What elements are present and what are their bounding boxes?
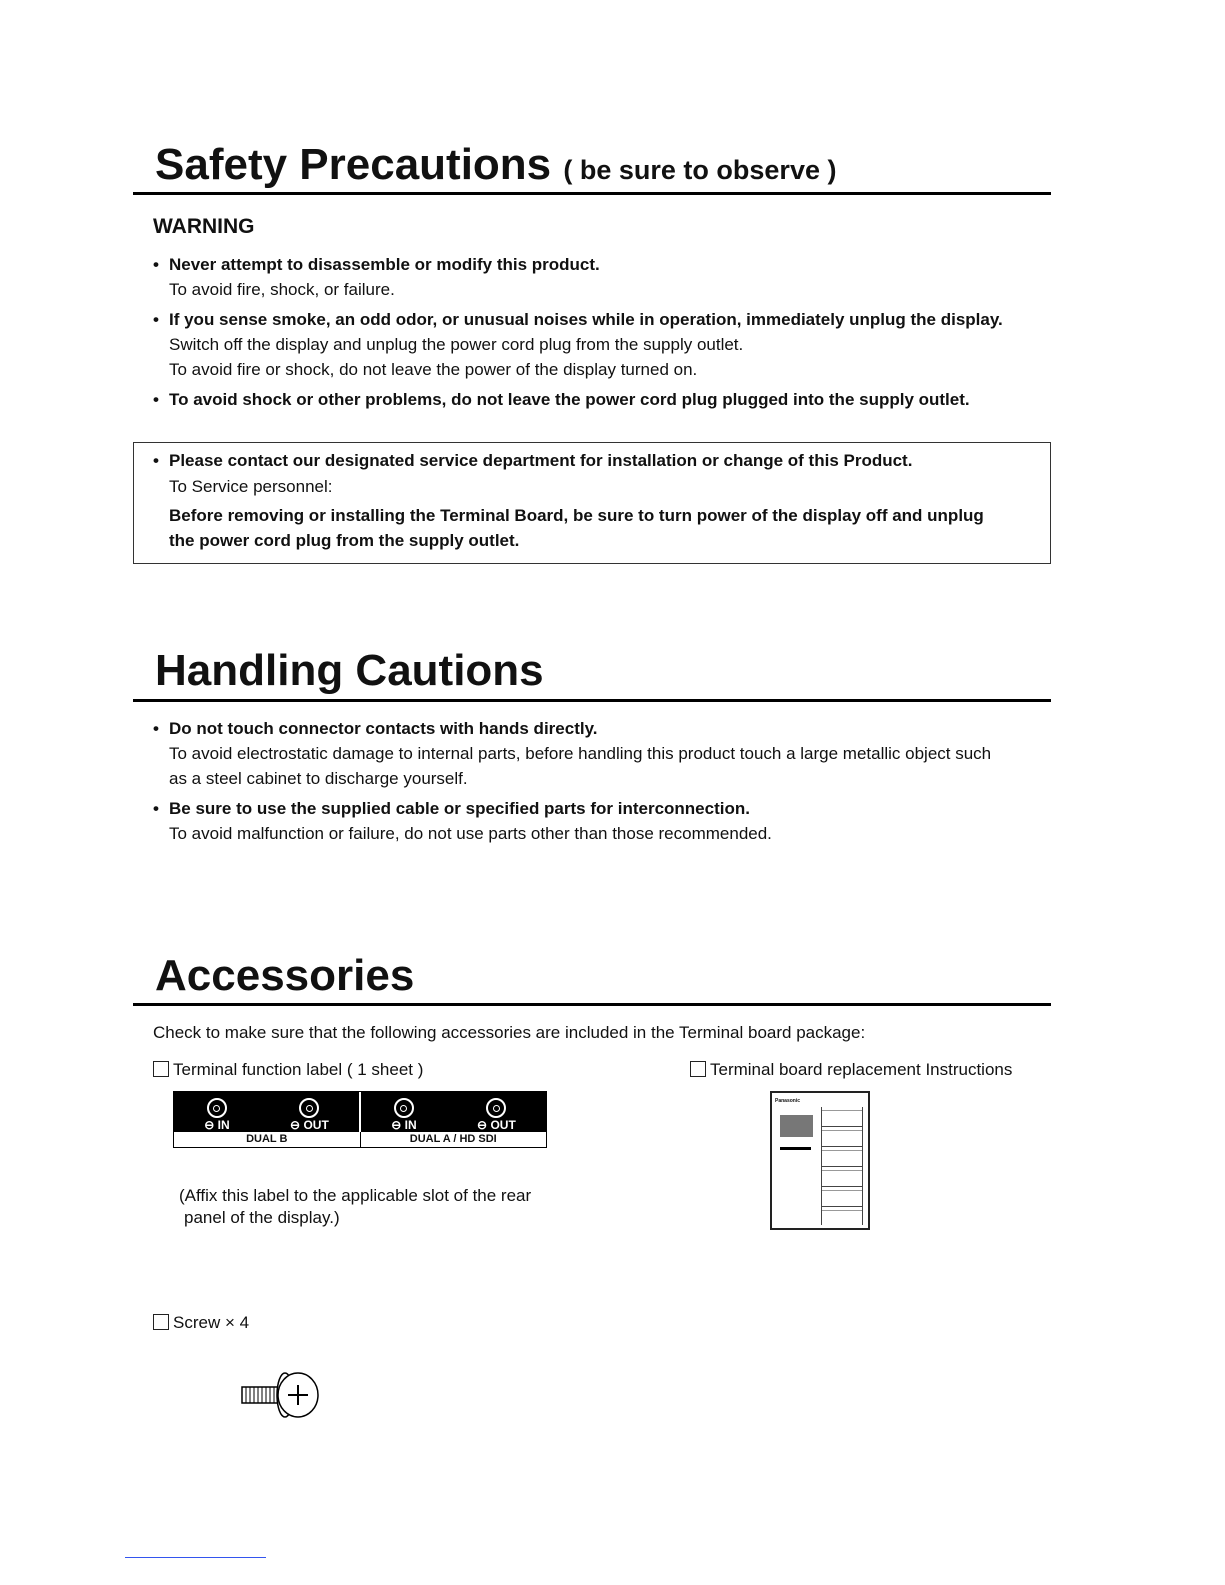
divider xyxy=(133,1003,1051,1006)
instructions-booklet-illustration xyxy=(770,1091,870,1230)
bullet: • xyxy=(153,390,159,409)
accessory-label: Terminal function label ( 1 sheet ) xyxy=(173,1060,424,1079)
bnc-connector-icon: ⊖ OUT xyxy=(477,1098,516,1132)
accessories-title: Accessories xyxy=(155,951,415,1000)
brand-logo: Panasonic xyxy=(775,1098,801,1104)
checkbox xyxy=(690,1061,706,1077)
bullet: • xyxy=(153,255,159,274)
footer-line xyxy=(125,1557,266,1558)
label-dual-b: DUAL B xyxy=(174,1132,361,1147)
safety-subtitle: ( be sure to observe ) xyxy=(563,155,837,185)
bnc-connector-icon: ⊖ IN xyxy=(391,1098,416,1132)
caution-detail: as a steel cabinet to discharge yourself. xyxy=(169,769,468,788)
warning-detail: To avoid fire, shock, or failure. xyxy=(169,280,395,299)
safety-title: Safety Precautions ( be sure to observe ) xyxy=(155,140,837,189)
label-note: (Affix this label to the applicable slot of the rear xyxy=(179,1186,532,1205)
accessories-intro: Check to make sure that the following accessories are included in the Terminal board package: xyxy=(153,1023,866,1042)
divider xyxy=(133,699,1051,702)
accessory-item xyxy=(153,1060,423,1080)
bnc-connector-icon: ⊖ IN xyxy=(204,1098,229,1132)
accessory-label: Screw × 4 xyxy=(173,1313,250,1332)
checkbox xyxy=(153,1061,169,1077)
divider xyxy=(133,192,1051,195)
caution-item: Be sure to use the supplied cable or specified parts for interconnection. xyxy=(169,799,750,818)
bullet: • xyxy=(153,799,159,818)
warning-item: Never attempt to disassemble or modify this product. xyxy=(169,255,600,274)
bullet: • xyxy=(153,310,159,329)
service-personnel-label: To Service personnel: xyxy=(169,477,333,496)
checkbox xyxy=(153,1314,169,1330)
caution-detail: To avoid malfunction or failure, do not use parts other than those recommended. xyxy=(169,824,772,843)
service-notice: Please contact our designated service department for installation or change of this Product. xyxy=(169,451,913,470)
warning-heading: WARNING xyxy=(153,215,255,238)
caution-detail: To avoid electrostatic damage to internal parts, before handling this product touch a large metallic object such xyxy=(169,744,992,763)
label-dual-a: DUAL A / HD SDI xyxy=(409,1133,497,1145)
warning-detail: To avoid fire or shock, do not leave the power of the display turned on. xyxy=(169,360,698,379)
warning-item: To avoid shock or other problems, do not leave the power cord plug plugged into the supply outlet. xyxy=(169,390,970,409)
warning-item: If you sense smoke, an odd odor, or unusual noises while in operation, immediately unplug the display. xyxy=(169,310,1003,329)
bullet: • xyxy=(153,451,159,470)
screw-icon xyxy=(238,1370,324,1422)
terminal-function-label-illustration xyxy=(173,1091,547,1148)
warning-detail: Switch off the display and unplug the power cord plug from the supply outlet. xyxy=(169,335,744,354)
accessory-item xyxy=(690,1060,1012,1080)
handling-title: Handling Cautions xyxy=(155,646,544,695)
accessory-label: Terminal board replacement Instructions xyxy=(710,1060,1013,1079)
label-note: panel of the display.) xyxy=(184,1208,340,1227)
bullet: • xyxy=(153,719,159,738)
accessory-item xyxy=(153,1313,249,1333)
caution-item: Do not touch connector contacts with hands directly. xyxy=(169,719,598,738)
service-instruction: Before removing or installing the Terminal Board, be sure to turn power of the display off and unplug xyxy=(169,506,984,525)
bnc-connector-icon: ⊖ OUT xyxy=(290,1098,329,1132)
service-instruction: the power cord plug from the supply outlet. xyxy=(169,531,520,550)
